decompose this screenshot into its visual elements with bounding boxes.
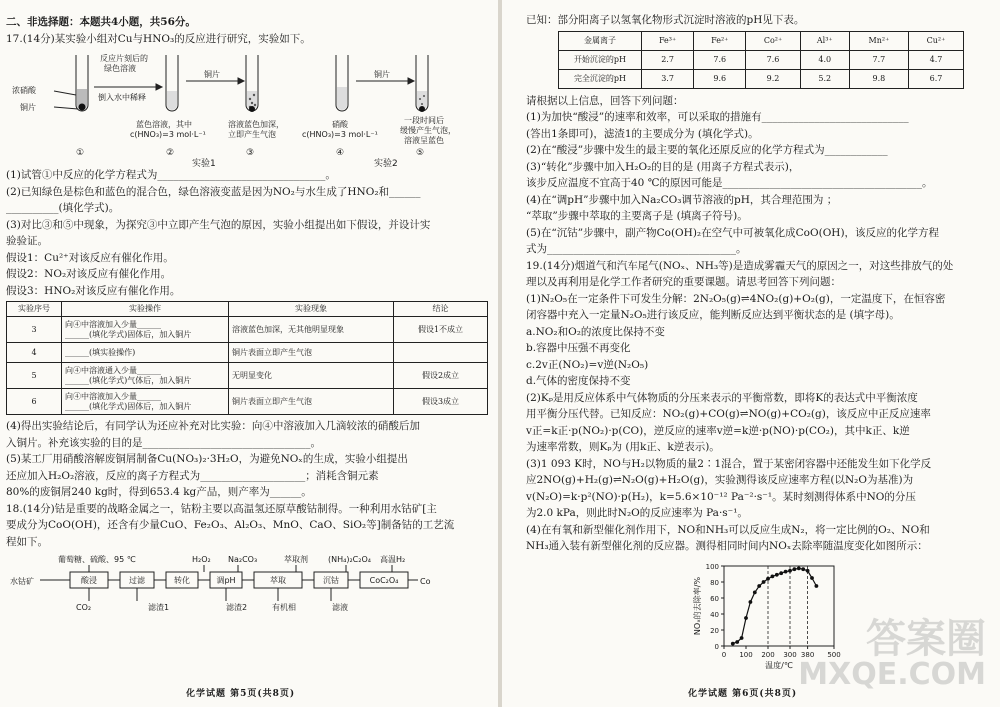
table-row: 4 ______(填实验操作) 铜片表面立即产生气泡 (7, 343, 488, 363)
tube2-desc-1: 蓝色溶液，其中 (136, 120, 192, 129)
output-residue1: 滤渣1 (148, 603, 170, 612)
data-point (749, 600, 753, 604)
data-point (788, 569, 792, 573)
q17-part4b: 入铜片。补充该实验的目的是________________________________。 (6, 436, 321, 449)
q19-line-12: 为速率常数，则Kₚ为 (用k正、k逆表示)。 (526, 441, 720, 453)
table-row: 3 向④中溶液加入少量______ ______(填化学式)固体后，加入铜片 溶液蓝色加深，无其他明显现象 假设1不成立 (7, 317, 488, 343)
q18-prompt: 请根据以上信息，回答下列问题： (526, 94, 684, 107)
table-row: 开始沉淀的pH 2.7 7.6 7.6 4.0 7.7 4.7 (559, 50, 964, 69)
tube3-desc-1: 溶液蓝色加深， (228, 120, 284, 129)
q18-part2: (2)在“酸浸”步骤中发生的最主要的氧化还原反应的化学方程式为____________ (526, 144, 888, 156)
data-point (766, 577, 770, 581)
copper-piece-5 (419, 106, 425, 112)
q19-line-16: 为2.0 kPa，则此时N₂O的反应速率为 Pa·s⁻¹。 (526, 507, 748, 519)
data-point (771, 575, 775, 579)
q19-line-13: (3)1 093 K时，NO与H₂以物质的量2∶1混合，置于某密闭容器中还能发生如下化学反 (526, 457, 932, 470)
y-tick-label: 40 (710, 611, 719, 619)
arrow3-label: 铜片 (374, 70, 390, 79)
copper-piece-3 (249, 106, 255, 112)
q17-part2a: (2)已知绿色是棕色和蓝色的混合色，绿色溶液变蓝是因为NO₂与水生成了HNO₂和______ (6, 185, 421, 198)
step-convert: 转化 (174, 576, 190, 585)
liquid-4 (337, 87, 347, 110)
y-tick-label: 0 (714, 643, 719, 651)
output-organic: 有机相 (272, 603, 296, 612)
step-extract: 萃取 (270, 576, 286, 585)
q19-line-10: 用平衡分压代替。已知反应：NO₂(g)+CO(g)⇌NO(g)+CO₂(g)，该反应中正反应速率 (526, 408, 931, 420)
q18-part3b: 该步反应温度不宜高于40 ℃的原因可能是______________________________________。 (526, 177, 933, 189)
data-point (779, 571, 783, 575)
tube5-desc-2: 缓慢产生气泡， (400, 126, 456, 135)
q18-part3a: (3)“转化”步骤中加入H₂O₂的目的是 (用离子方程式表示)， (526, 160, 800, 173)
y-tick-label: 20 (710, 627, 719, 635)
q17-part5b: 还应加入H₂O₂溶液，反应的离子方程式为____________________；消耗含铜元素 (6, 469, 379, 482)
q17-part5c: 80%的废铜屑240 kg时，得到653.4 kg产品，则产率为______。 (6, 486, 312, 498)
reagent-hydrogen: 高温H₂ (380, 555, 406, 564)
flow-end-cobalt: Co (420, 577, 431, 586)
x-tick-label: 300 (783, 651, 797, 659)
experiment-table-header: 实验序号 实验操作 实验现象 结论 (7, 302, 488, 317)
output-co2: CO₂ (76, 603, 92, 612)
tube-num-1: ① (76, 148, 85, 158)
y-axis-label: NOₓ的去除率/% (693, 576, 702, 636)
hypothesis-1: 假设1：Cu²⁺对该反应有催化作用。 (6, 251, 174, 264)
experiment2-label: 实验2 (374, 159, 398, 167)
table-row: 5 向④中溶液通入少量______ ______(填化学式)气体后，加入铜片 无明显变化 假设2成立 (7, 363, 488, 389)
right-intro: 已知：部分阳离子以氢氧化物形式沉淀时溶液的pH见下表。 (526, 14, 805, 26)
flow-start-ore: 水钴矿 (10, 577, 34, 586)
q19-line-14: 应2NO(g)+H₂(g)⇌N₂O(g)+H₂O(g)，实验测得该反应速率方程(以N₂O为基准)为 (526, 474, 914, 486)
tube-num-3: ③ (246, 148, 255, 158)
reagent-acid-leach: 葡萄糖、硫酸、95 ℃ (58, 555, 136, 564)
data-point (797, 567, 801, 571)
q19-option-d: d.气体的密度保持不变 (526, 375, 631, 387)
q17-diagram (6, 47, 486, 167)
data-point (762, 580, 766, 584)
q19-line-2: 理以及再利用是化学工作者研究的重要课题。请思考回答下列问题： (526, 276, 841, 288)
q19-option-b: b.容器中压强不再变化 (526, 342, 631, 354)
data-point (775, 573, 779, 577)
tube-num-2: ② (166, 148, 175, 158)
q18-line1: 18.(14分)钴是重要的战略金属之一，钴粉主要以高温氢还原草酸钴制得。一种利用水钴矿[主 (6, 502, 437, 515)
q18-part5a: (5)在“沉钴”步骤中，副产物Co(OH)₂在空气中可被氧化成CoO(OH)，该反应的化学方程 (526, 226, 940, 239)
experiment1-label: 实验1 (192, 159, 216, 167)
table-row: 完全沉淀的pH 3.7 9.6 9.2 5.2 9.8 6.7 (559, 69, 964, 88)
q18-part1b: (答出1条即可)，滤渣1的主要成分为 (填化学式)。 (526, 127, 759, 140)
x-tick-label: 100 (739, 651, 753, 659)
ion-table-header: 金属离子 Fe³⁺ Fe²⁺ Co²⁺ Al³⁺ Mn²⁺ Cu²⁺ (559, 31, 964, 50)
data-point (801, 567, 805, 571)
tube3-desc-2: 立即产生气泡 (228, 130, 276, 139)
step-cobalt-oxalate: CoC₂O₄ (369, 576, 399, 585)
arrow1-line3: 倒入水中稀释 (98, 93, 146, 102)
watermark-line-1: 答案圈 (866, 616, 986, 662)
process-flow-diagram (6, 552, 486, 614)
data-point (753, 591, 757, 595)
tube-num-5: ⑤ (416, 148, 425, 158)
reagent-h2o2: H₂O₂ (192, 555, 211, 564)
q17-part2b: __________(填化学式)。 (6, 202, 120, 214)
q17-part1: (1)试管①中反应的化学方程式为________________________________。 (6, 169, 336, 181)
data-point (793, 567, 797, 571)
hypothesis-3: 假设3：HNO₂对该反应有催化作用。 (6, 284, 181, 297)
tube5-desc-3: 溶液呈蓝色 (404, 136, 444, 145)
output-filtrate: 滤液 (332, 603, 348, 612)
watermark-line-2: MXQE.COM (798, 657, 986, 692)
q19-line-3: (1)N₂O₅在一定条件下可发生分解：2N₂O₅(g)⇌4NO₂(g)+O₂(g)，一定温度下，在恒容密 (526, 292, 946, 305)
y-tick-label: 100 (705, 563, 719, 571)
x-tick-label: 500 (827, 651, 841, 659)
hypothesis-2: 假设2：NO₂对该反应有催化作用。 (6, 268, 172, 280)
q19-line-1: 19.(14分)烟道气和汽车尾气(NOₓ、NH₃等)是造成雾霾天气的原因之一，对这些排放气的处 (526, 259, 954, 272)
data-point (735, 640, 739, 644)
tube5-desc-1: 一段时间后 (404, 116, 444, 125)
q17-part5a: (5)某工厂用硝酸溶解废铜屑制备Cu(NO₃)₂·3H₂O，为避免NOₓ的生成，实验小组提出 (6, 453, 408, 465)
data-point (806, 569, 810, 573)
reagent-extractant: 萃取剂 (284, 555, 308, 564)
q19-option-a: a.NO₂和O₂的浓度比保持不变 (526, 325, 665, 338)
arrow1-line1: 反应片刻后的 (100, 54, 148, 63)
data-point (740, 636, 744, 640)
section-title: 二、非选择题：本题共4小题，共56分。 (6, 16, 196, 28)
q18-part4b: “萃取”步骤中萃取的主要离子是 (填离子符号)。 (526, 210, 748, 222)
q17-part3a: (3)对比③和⑤中现象，为探究③中立即产生气泡的原因，实验小组提出如下假设，并设计实 (6, 218, 431, 231)
ion-ph-table (558, 31, 964, 89)
y-tick-label: 80 (710, 579, 719, 587)
q19-line-17: (4)在有氧和新型催化剂作用下，NO和NH₃可以反应生成N₂，将一定比例的O₂、NO和 (526, 523, 930, 536)
q19-line-18: NH₃通入装有新型催化剂的反应器。测得相同时间内NOₓ去除率随温度变化如图所示： (526, 540, 928, 552)
q18-part1a: (1)为加快“酸浸”的速率和效率，可以采取的措施有____________________________ (526, 111, 909, 123)
step-precipitate: 沉钴 (323, 576, 339, 585)
x-tick-label: 0 (721, 651, 727, 659)
q17-title: 17.(14分)某实验小组对Cu与HNO₃的反应进行研究，实验如下。 (6, 32, 311, 45)
right-footer: 化学试题 第6页(共8页) (688, 689, 798, 699)
q18-line3: 程如下。 (6, 535, 48, 548)
q18-line2: 要成分为CoO(OH)，还含有少量CuO、Fe₂O₃、Al₂O₃、MnO、CaO、SiO₂等]制备钴的工艺流 (6, 519, 455, 531)
q19-line-9: (2)Kₚ是用反应体系中气体物质的分压来表示的平衡常数，即将K的表达式中平衡浓度 (526, 391, 918, 404)
table-row: 6 向④中溶液加入少量______ ______(填化学式)固体后，加入铜片 铜片表面立即产生气泡 假设3成立 (7, 389, 488, 415)
step-filter: 过滤 (129, 576, 145, 585)
q19-line-11: v正=k正·p(NO₂)·p(CO)，逆反应的速率v逆=k逆·p(NO)·p(CO₂)，其中k正、k逆 (526, 424, 910, 437)
q19-option-c: c.2v正(NO₂)=v逆(N₂O₅) (526, 358, 649, 371)
x-tick-label: 380 (800, 651, 815, 659)
left-footer: 化学试题 第5页(共8页) (186, 689, 296, 699)
output-residue2: 滤渣2 (226, 603, 248, 612)
q19-line-15: v(N₂O)=k·p²(NO)·p(H₂)，k=5.6×10⁻¹² Pa⁻²·s⁻¹。某时刻测得体系中NO的分压 (526, 490, 916, 503)
q18-part5b: 式为____________________________________。 (526, 243, 747, 255)
watermark-logo (798, 616, 986, 693)
data-point (784, 570, 788, 574)
label-copper: 铜片 (20, 103, 36, 112)
tube4-desc-2: c(HNO₃)=3 mol·L⁻¹ (302, 130, 378, 139)
experiment-table (6, 301, 488, 415)
q18-part4a: (4)在“调pH”步骤中加入Na₂CO₃调节溶液的pH，其合理范围为 ； (526, 193, 838, 206)
tube4-desc-1: 硝酸 (332, 120, 348, 129)
copper-piece-1 (79, 104, 86, 111)
label-conc-hno3: 浓硝酸 (12, 86, 36, 95)
reagent-na2co3: Na₂CO₃ (228, 555, 258, 564)
arrow1-line2: 绿色溶液 (104, 64, 136, 73)
step-acid-leach: 酸浸 (81, 576, 97, 585)
data-point (731, 642, 735, 646)
right-page (500, 0, 1000, 707)
q17-part4a: (4)得出实验结论后，有同学认为还应补充对比实验：向④中溶液加入几滴较浓的硝酸后加 (6, 420, 420, 432)
reagent-oxalate: (NH₄)₂C₂O₄ (328, 555, 371, 564)
step-adjust-ph: 调pH (216, 576, 236, 585)
data-point (810, 576, 814, 580)
tube2-desc-2: c(HNO₃)=3 mol·L⁻¹ (130, 130, 206, 139)
liquid-2 (167, 91, 177, 110)
x-axis-label: 温度/℃ (765, 661, 793, 670)
x-tick-label: 200 (761, 651, 775, 659)
tube-num-4: ④ (336, 148, 345, 158)
data-point (757, 584, 761, 588)
y-tick-label: 60 (710, 595, 719, 603)
q17-part3b: 验验证。 (6, 235, 48, 247)
arrow2-label: 铜片 (204, 70, 220, 79)
q19-line-4: 闭容器中充入一定量N₂O₅进行该反应，能判断反应达到平衡状态的是 (填字母)。 (526, 309, 900, 321)
data-point (815, 584, 819, 588)
data-point (744, 616, 748, 620)
